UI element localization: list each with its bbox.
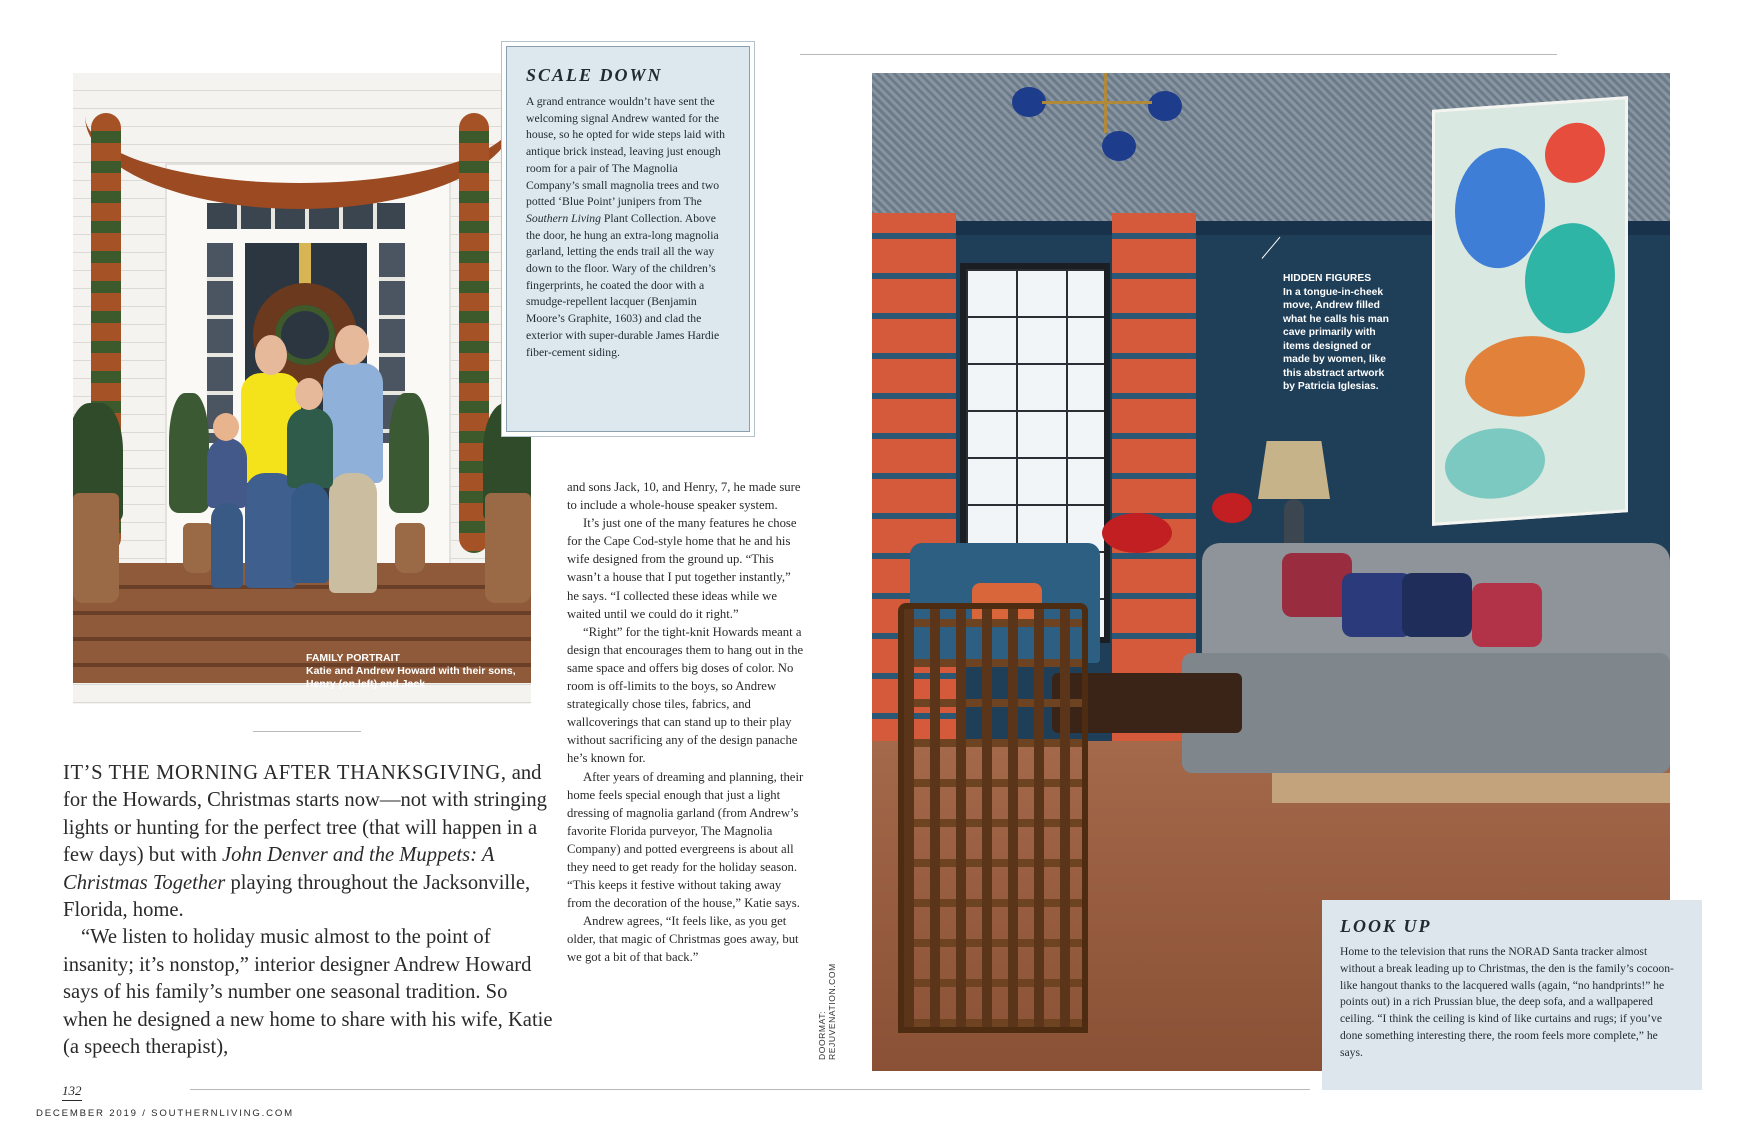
article-lead <box>63 760 553 1061</box>
lead-paragraph-1: IT’S THE MORNING AFTER THANKSGIVING, and for the Howards, Christmas starts now—not with stringing lights or hunting for the perfect tree (that will happen in a few days) but with John Denver and the Muppets: A Christmas Together playing throughout the Jacksonville, Florida, home. <box>63 762 547 922</box>
col2-paragraph: After years of dreaming and planning, their home feels special enough that just a light dressing of magnolia garland (from Andrew’s favorite Florida purveyor, The Magnolia Company) and potted evergreens is about all they need to get ready for the holiday season. “This keeps it festive without taking away from the decoration of the house,” Katie says. <box>567 769 804 911</box>
bamboo-side-chair <box>898 603 1088 1033</box>
caption-title: FAMILY PORTRAIT <box>306 652 400 664</box>
person-henry <box>207 438 247 508</box>
col2-paragraph: Andrew agrees, “It feels like, as you get older, that magic of Christmas goes away, but we got a bit of that back.” <box>567 914 799 965</box>
sidebar-body: Home to the television that runs the NORAD Santa tracker almost without a break leading up to Christmas, the den is the family’s cocoon-like hangout thanks to the lacquered walls (again, “no handprints!” he points out) in a rich Prussian blue, the deep sofa, and a wallpapered ceiling. “I think the ceiling is kind of like curtains and rugs; if you’ve done something interesting there, the room feels more complete,” he says. <box>1340 945 1674 1059</box>
sidebar-scale-down <box>506 46 750 432</box>
family-portrait-photo <box>73 73 531 704</box>
col2-paragraph: “Right” for the tight-knit Howards meant a design that encourages them to hang out in the same space and offers big doses of color. No room is off-limits to the boys, so Andrew strategically chose tiles, fabrics, and wallcoverings that can stand up to their play without sacrificing any of the design panache he’s known for. <box>567 624 804 766</box>
bottom-rule <box>190 1089 1310 1090</box>
caption-body: Katie and Andrew Howard with their sons, Henry (on left) and Jack <box>306 665 516 690</box>
page-number: 132 <box>62 1083 82 1101</box>
lead-paragraph-2: “We listen to holiday music almost to the point of insanity; it’s nonstop,” interior designer Andrew Howard says of his family’s number one seasonal tradition. So when he designed a new home to share with his wife, Katie (a speech therapist), <box>63 926 553 1059</box>
short-divider-left <box>253 731 361 732</box>
col2-paragraph: It’s just one of the many features he chose for the Cape Cod-style home that he and his wife designed from the ground up. “This wasn’t a house that I put together instantly,” he says. “I collected these ideas while we waited until we could do it right.” <box>567 516 797 621</box>
lamp-icon <box>1258 441 1330 499</box>
person-jack <box>287 408 333 488</box>
sidebar-body: A grand entrance wouldn’t have sent the welcoming signal Andrew wanted for the house, so he opted for wide steps laid with antique brick instead, leaving just enough room for a pair of The Magnolia Company’s small magnolia trees and two potted ‘Blue Point’ junipers from The Southern Living Plant Collection. Above the door, he hung an extra-long magnolia garland, letting the ends trail all the way down to the floor. Wary of the children’s fingerprints, he coated the door with a smudge-repellent lacquer (Benjamin Moore’s Graphite, 1603) and clad the exterior with super-durable James Hardie fiber-cement siding. <box>526 95 725 359</box>
caption-body: In a tongue-in-cheek move, Andrew filled what he calls his man cave primarily with items designed or made by women, like this abstract artwork by Patricia Iglesias. <box>1283 286 1389 392</box>
caption-hidden-figures <box>1283 272 1398 394</box>
caption-title: HIDDEN FIGURES <box>1283 273 1372 284</box>
col2-paragraph: and sons Jack, 10, and Henry, 7, he made sure to include a whole-house speaker system. <box>567 480 801 513</box>
footer-folio: DECEMBER 2019 / SOUTHERNLIVING.COM <box>36 1108 294 1119</box>
top-rule-right <box>800 54 1557 55</box>
sidebar-title: LOOK UP <box>1340 916 1432 936</box>
sidebar-look-up <box>1322 900 1702 1090</box>
chandelier-icon <box>1012 73 1182 163</box>
sidebar-title: SCALE DOWN <box>526 65 663 85</box>
abstract-artwork <box>1432 96 1628 526</box>
article-column-2 <box>567 478 804 967</box>
photo-credit: DOORMAT: REJUVENATION.COM <box>817 963 837 1060</box>
caption-family-portrait <box>306 652 526 691</box>
